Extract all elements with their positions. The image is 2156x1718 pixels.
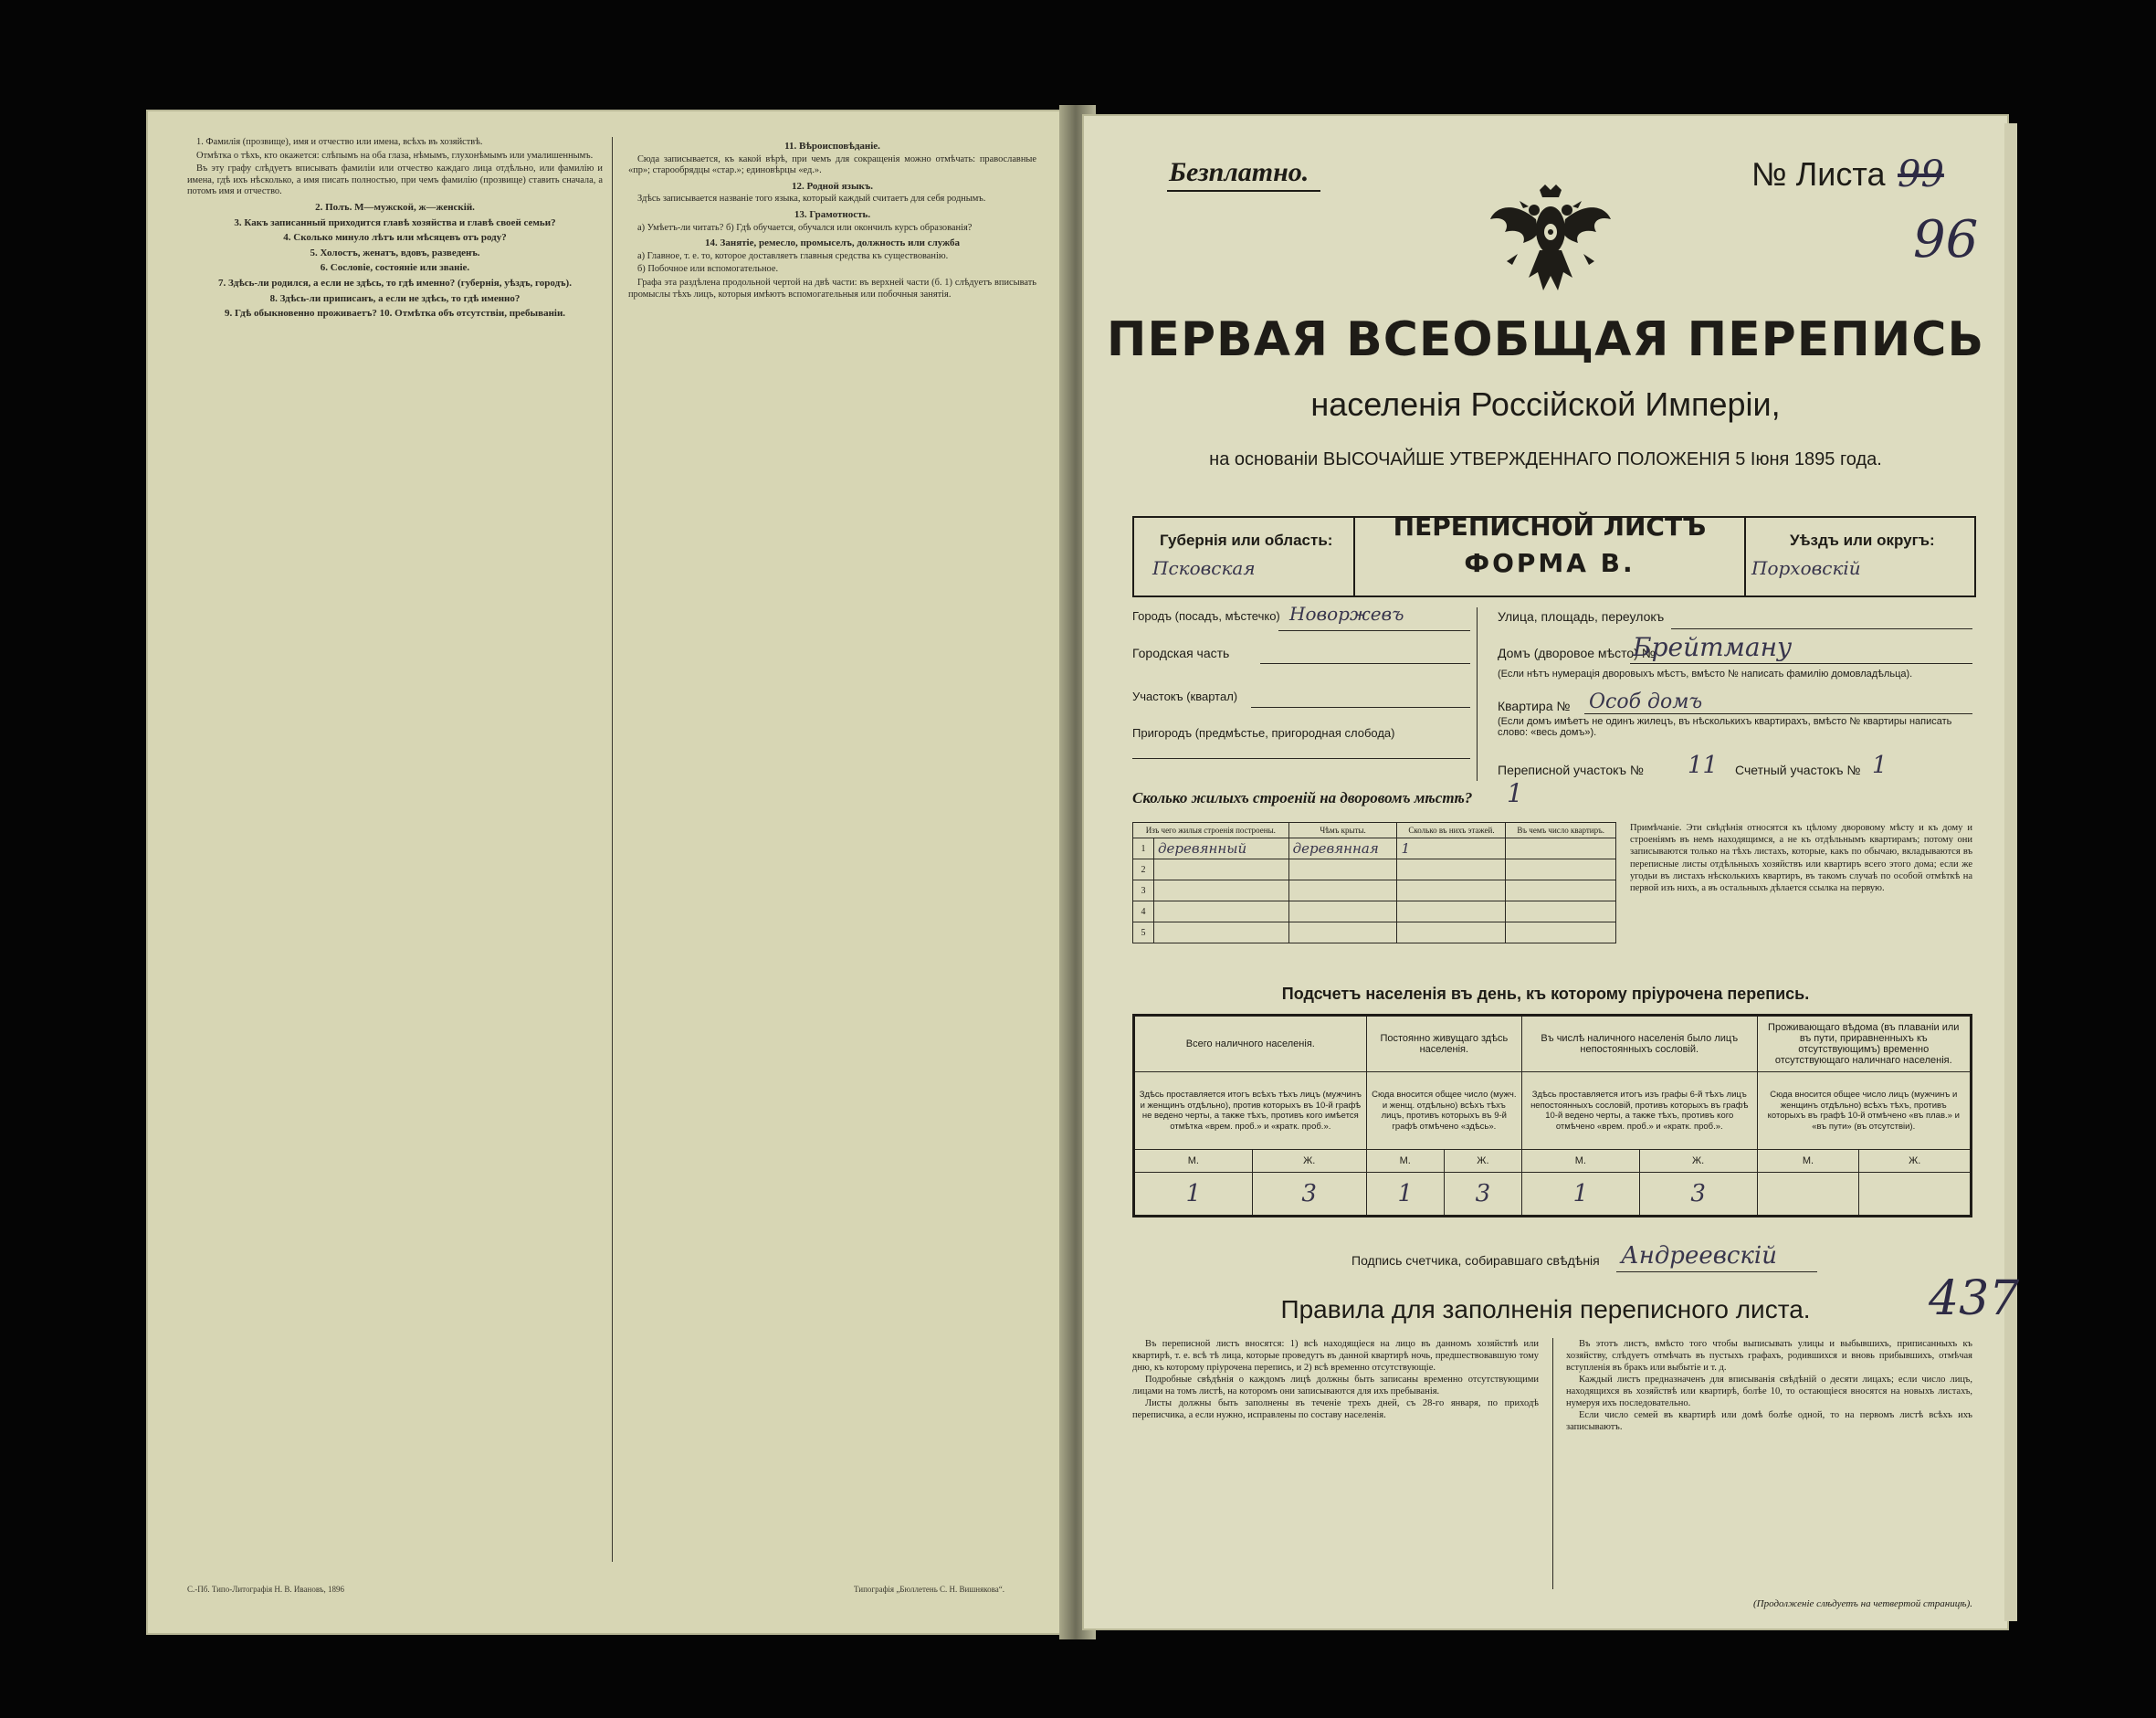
male-label: М. — [1521, 1150, 1639, 1173]
tally-value — [1859, 1173, 1972, 1217]
tally-description: Здѣсь проставляется итогъ изъ графы 6-й тѣхъ лицъ непостоянныхъ сословій, противъ которыхъ въ графѣ 10-й ведено черты, а также тѣхъ, противъ кого отмѣчено «врем. проб.» и «кратк. проб.». — [1521, 1072, 1757, 1150]
city-part-line — [1260, 663, 1470, 664]
signature-line — [1616, 1271, 1817, 1272]
sheet-number-value: 99 — [1898, 153, 1944, 195]
row-number: 4 — [1133, 901, 1154, 922]
city-part-label: Городская часть — [1132, 646, 1230, 660]
printer-footer-left: С.-Пб. Типо-Литографія Н. В. Ивановъ, 1896 — [187, 1585, 344, 1594]
row-number: 5 — [1133, 922, 1154, 943]
section-label: Участокъ (квартал) — [1132, 690, 1238, 703]
house-label: Домъ (дворовое мѣсто) № — [1498, 646, 1656, 660]
column-header: Чѣмъ крыты. — [1288, 823, 1397, 838]
table-row — [1133, 922, 1616, 943]
table-header-row — [1133, 823, 1616, 838]
rule-paragraph: Въ этотъ листъ, вмѣсто того чтобы выписывать улицы и выбывшихъ, приписанныхъ къ хозяйству, слѣдуетъ отмѣчать въ пустыхъ графахъ, родившихся и вновь прибывшихъ, отмѣчая вступленія въ бракъ или выбытіе и т. д. — [1566, 1339, 1972, 1373]
material-cell: деревянный — [1154, 838, 1289, 859]
instruction-heading: 13. Грамотность. — [794, 208, 871, 220]
tally-value: 3 — [1444, 1173, 1521, 1217]
margin-number-handwritten: 437 — [1929, 1271, 2020, 1326]
table-row — [1133, 838, 1616, 859]
street-line — [1671, 628, 1972, 629]
column-header: Въ чемъ число квартиръ. — [1506, 823, 1616, 838]
tally-heading: Подсчетъ населенія въ день, къ которому пріурочена перепись. — [1281, 985, 1810, 1003]
district-label: Уѣздъ или округъ: — [1790, 532, 1935, 549]
district-value: Порховскій — [1751, 557, 1861, 579]
tally-header: Всего наличного населенія. — [1134, 1016, 1367, 1072]
street-label: Улица, площадь, переулокъ — [1498, 609, 1665, 624]
counting-area-label: Счетный участокъ № — [1735, 763, 1861, 777]
flat-label: Квартира № — [1498, 699, 1571, 713]
rules-column-1 — [1132, 1338, 1539, 1607]
buildings-table — [1132, 822, 1616, 943]
instruction-heading: 5. Холостъ, женатъ, вдовъ, разведенъ. — [310, 247, 480, 258]
house-value: Брейтману — [1633, 632, 1793, 662]
female-label: Ж. — [1639, 1150, 1757, 1173]
instruction-paragraph: б) Побочное или вспомогательное. — [637, 264, 779, 275]
rule-paragraph: Если число семей въ квартирѣ или домѣ болѣе одной, то на первомъ листѣ всѣхъ ихъ записываютъ. — [1566, 1410, 1972, 1432]
material-cell — [1154, 901, 1289, 922]
sheet-title: ПЕРЕПИСНОЙ ЛИСТЪ — [1393, 511, 1707, 542]
signature-value: Андреевскій — [1621, 1242, 1777, 1270]
tally-description: Сюда вносится общее число (мужч. и женщ. отдѣльно) всѣхъ тѣхъ лицъ, противъ которыхъ въ 9-й графѣ отмѣчено «здѣсь». — [1366, 1072, 1521, 1150]
free-underline — [1167, 190, 1320, 192]
male-label: М. — [1757, 1150, 1859, 1173]
census-area-value: 11 — [1688, 752, 1719, 779]
buildings-count-value: 1 — [1507, 778, 1523, 808]
table-row — [1133, 901, 1616, 922]
column-header: Изъ чего жилыя строенія построены. — [1133, 823, 1289, 838]
instructions-column-2 — [628, 137, 1036, 1562]
tally-value: 1 — [1521, 1173, 1639, 1217]
roof-cell — [1288, 859, 1397, 880]
instruction-heading: 12. Родной языкъ. — [791, 180, 874, 192]
instruction-heading: 14. Занятіе, ремесло, промыселъ, должность или служба — [705, 237, 960, 249]
female-label: Ж. — [1252, 1150, 1366, 1173]
address-divider — [1477, 607, 1478, 781]
house-line — [1630, 663, 1972, 664]
tally-table — [1132, 1014, 1972, 1217]
instruction-paragraph: Графа эта раздѣлена продольной чертой на двѣ части: въ верхней части (б. 1) слѣдуетъ вписывать промыслы тѣхъ лицъ, которыя имѣютъ вспомогательныя или побочныя занятія. — [628, 277, 1036, 300]
instruction-heading: 11. Вѣроисповѣданіе. — [784, 141, 880, 152]
rule-paragraph: Подробные свѣдѣнія о каждомъ лицѣ должны быть записаны временно отсутствующими лицами на томъ листѣ, на которомъ они записываются для ихъ пребыванія. — [1132, 1375, 1539, 1397]
roof-cell — [1288, 901, 1397, 922]
floors-cell — [1397, 880, 1506, 901]
instruction-heading: 7. Здѣсь-ли родился, а если не здѣсь, то гдѣ именно? (губернія, уѣздъ, городъ). — [218, 277, 572, 289]
header-divider — [1744, 516, 1746, 596]
flat-line — [1584, 713, 1972, 714]
instruction-paragraph: 1. Фамилія (прозвище), имя и отчество или имена, всѣхъ въ хозяйствѣ. — [196, 137, 483, 147]
material-cell — [1154, 880, 1289, 901]
census-title: ПЕРВАЯ ВСЕОБЩАЯ ПЕРЕПИСЬ — [1106, 312, 1985, 367]
tally-header: Постоянно живущаго здѣсь населенія. — [1366, 1016, 1521, 1072]
house-note: (Если нѣтъ нумерація дворовыхъ мѣстъ, вмѣсто № написать фамилію домовладѣльца). — [1498, 669, 1913, 680]
city-label: Городъ (посадъ, мѣстечко) — [1132, 609, 1280, 623]
signature-label: Подпись счетчика, собиравшаго свѣдѣнія — [1351, 1253, 1600, 1268]
form-name: ФОРМА В. — [1464, 548, 1635, 578]
instruction-paragraph: Въ эту графу слѣдуетъ вписывать фамиліи или отчество каждаго лица отдѣльно, или фамилію и имена, гдѣ ихъ нѣсколько, а имя писать полностью, при чемъ фамилію (прозвище) ставить сначала, а потомъ имя и отчество. — [187, 163, 603, 197]
tally-value: 1 — [1366, 1173, 1444, 1217]
table-row — [1133, 880, 1616, 901]
row-number: 3 — [1133, 880, 1154, 901]
section-line — [1251, 707, 1470, 708]
continued-note: (Продолженіе слѣдуетъ на четвертой страницѣ). — [1753, 1598, 1972, 1609]
printer-footer-right: Типографія „Бюллетень С. Н. Вишнякова“. — [854, 1585, 1005, 1594]
instruction-heading: 9. Гдѣ обыкновенно проживаетъ? 10. Отмѣтка объ отсутствіи, пребываніи. — [224, 308, 566, 320]
table-row — [1133, 859, 1616, 880]
material-cell — [1154, 922, 1289, 943]
tally-value — [1757, 1173, 1859, 1217]
instruction-paragraph: а) Главное, т. е. то, которое доставляетъ главныя средства къ существованію. — [637, 250, 949, 261]
census-area-label: Переписной участокъ № — [1498, 763, 1644, 777]
instruction-heading: 6. Сословіе, состояніе или званіе. — [320, 262, 470, 274]
instructions-column-1 — [187, 137, 603, 1562]
rules-column-2 — [1566, 1338, 1972, 1607]
census-subtitle: населенія Россійской Имперіи, — [1310, 385, 1781, 423]
rules-heading: Правила для заполненія переписного листа. — [1280, 1295, 1811, 1323]
instruction-heading: 2. Полъ. М—мужской, ж—женскій. — [315, 201, 475, 213]
flats-cell — [1506, 880, 1616, 901]
floors-cell — [1397, 859, 1506, 880]
tally-description: Сюда вносится общее число лицъ (мужчинъ и женщинъ отдѣльно) всѣхъ тѣхъ, противъ которыхъ въ графѣ 10-й отмѣчено «въ плав.» и «въ пути» (въ отсутствіи). — [1757, 1072, 1971, 1150]
flats-cell — [1506, 922, 1616, 943]
instruction-heading: 3. Какъ записанный приходится главѣ хозяйства и главѣ своей семьи? — [234, 216, 556, 228]
column-divider — [612, 137, 613, 1562]
suburb-label: Пригородъ (предмѣстье, пригородная слобода) — [1132, 726, 1395, 740]
row-number: 2 — [1133, 859, 1154, 880]
floors-cell — [1397, 922, 1506, 943]
sheet-number-handwritten: 96 — [1913, 210, 1979, 269]
roof-cell — [1288, 922, 1397, 943]
floors-cell: 1 — [1397, 838, 1506, 859]
rule-paragraph: Каждый листъ предназначенъ для вписыванія свѣдѣній о десяти лицахъ; если число лицъ, находящихся въ хозяйствѣ или квартирѣ, болѣе 10, то остающіеся вносятся на новыхъ листахъ, нумеруя ихъ последовательно. — [1566, 1375, 1972, 1408]
instruction-heading: 4. Сколько минуло лѣтъ или мѣсяцевъ отъ роду? — [283, 232, 507, 244]
instruction-paragraph: Сюда записывается, къ какой вѣрѣ, при чемъ для сокращенія можно отмѣчать: православные «пр»; старообрядцы «стар.»; единовѣрцы «ед.». — [628, 153, 1036, 176]
tally-description: Здѣсь проставляется итогъ всѣхъ тѣхъ лицъ (мужчинъ и женщинъ отдѣльно), против которыхъ въ 10-й графѣ не ведено черты, а также тѣхъ, противъ кого имѣется отмѣтка «врем. проб.» и «кратк. проб.». — [1134, 1072, 1367, 1150]
female-label: Ж. — [1859, 1150, 1972, 1173]
sheet-number-label: № Листа — [1751, 155, 1886, 193]
male-label: М. — [1366, 1150, 1444, 1173]
city-value: Новоржевъ — [1289, 603, 1404, 625]
material-cell — [1154, 859, 1289, 880]
province-value: Псковская — [1152, 557, 1256, 579]
roof-cell — [1288, 880, 1397, 901]
suburb-line — [1132, 758, 1470, 759]
male-label: М. — [1134, 1150, 1253, 1173]
flat-note: (Если домъ имѣетъ не одинъ жилецъ, въ нѣсколькихъ квартирахъ, вмѣсто № квартиры написать слово: «весь домъ»). — [1498, 716, 1952, 738]
buildings-note: Примѣчаніе. Эти свѣдѣнія относятся къ цѣлому дворовому мѣсту и къ дому и строеніямъ въ немъ находящимся, а не къ отдѣльнымъ квартирамъ; потому они записываются только на тѣхъ листахъ, которые, какъ по обычаю, вкладываются въ переписные листы отдѣльныхъ хозяйствъ или квартиръ всего этого дома; если же угодьи въ листахъ нѣсколькихъ квартиръ, въ такомъ случаѣ по особой отмѣткѣ на первой изъ нихъ, а въ остальныхъ дѣлается ссылка на первую. — [1630, 823, 1972, 894]
flat-value: Особ домъ — [1589, 690, 1703, 713]
floors-cell — [1397, 901, 1506, 922]
instruction-paragraph: Отмѣтка о тѣхъ, кто окажется: слѣпымъ на оба глаза, нѣмымъ, глухонѣмымъ или умалишеннымъ. — [196, 150, 594, 161]
counting-area-value: 1 — [1872, 752, 1888, 779]
tally-header: Проживающаго вѣдома (въ плаваніи или въ пути, приравненныхъ къ отсутствующимъ) временно отсутствующаго наличнаго населенія. — [1757, 1016, 1971, 1072]
tally-header: Въ числѣ наличного населенія было лицъ непостоянныхъ сословій. — [1521, 1016, 1757, 1072]
instruction-paragraph: Здѣсь записывается названіе того языка, который каждый считаетъ для себя роднымъ. — [637, 194, 986, 205]
city-line — [1278, 630, 1470, 631]
column-header: Сколько въ нихъ этажей. — [1397, 823, 1506, 838]
rules-divider — [1552, 1338, 1553, 1589]
instruction-paragraph: а) Умѣетъ-ли читать? б) Гдѣ обучается, обучался или окончилъ курсъ образованія? — [637, 222, 973, 233]
legal-basis: на основаніи ВЫСОЧАЙШЕ УТВЕРЖДЕННАГО ПОЛОЖЕНІЯ 5 Іюня 1895 года. — [1209, 449, 1882, 469]
flats-cell — [1506, 838, 1616, 859]
tally-value: 3 — [1252, 1173, 1366, 1217]
tally-value: 1 — [1134, 1173, 1253, 1217]
row-number: 1 — [1133, 838, 1154, 859]
buildings-count-label: Сколько жилыхъ строеній на дворовомъ мѣстѣ? — [1132, 789, 1473, 806]
rule-paragraph: Въ переписной листъ вносятся: 1) всѣ находящіеся на лицо въ данномъ хозяйствѣ или квартирѣ, т. е. всѣ тѣ лица, которые проведутъ въ данной квартирѣ ночь, предшествовавшую тому дню, къ которому пріурочена перепись, и 2) всѣ временно отсутствующіе. — [1132, 1339, 1539, 1373]
flats-cell — [1506, 859, 1616, 880]
double-headed-eagle-icon — [1487, 183, 1614, 301]
roof-cell: деревянная — [1288, 838, 1397, 859]
female-label: Ж. — [1444, 1150, 1521, 1173]
instruction-heading: 8. Здѣсь-ли приписанъ, а если не здѣсь, то гдѣ именно? — [269, 292, 521, 304]
province-label: Губернія или область: — [1160, 532, 1333, 549]
rule-paragraph: Листы должны быть заполнены въ теченіе трехъ дней, съ 28-го января, по приходѣ переписчика, а если нужно, исправлены по составу населенія. — [1132, 1398, 1539, 1420]
flats-cell — [1506, 901, 1616, 922]
tally-value: 3 — [1639, 1173, 1757, 1217]
free-label: Безплатно. — [1169, 157, 1309, 187]
